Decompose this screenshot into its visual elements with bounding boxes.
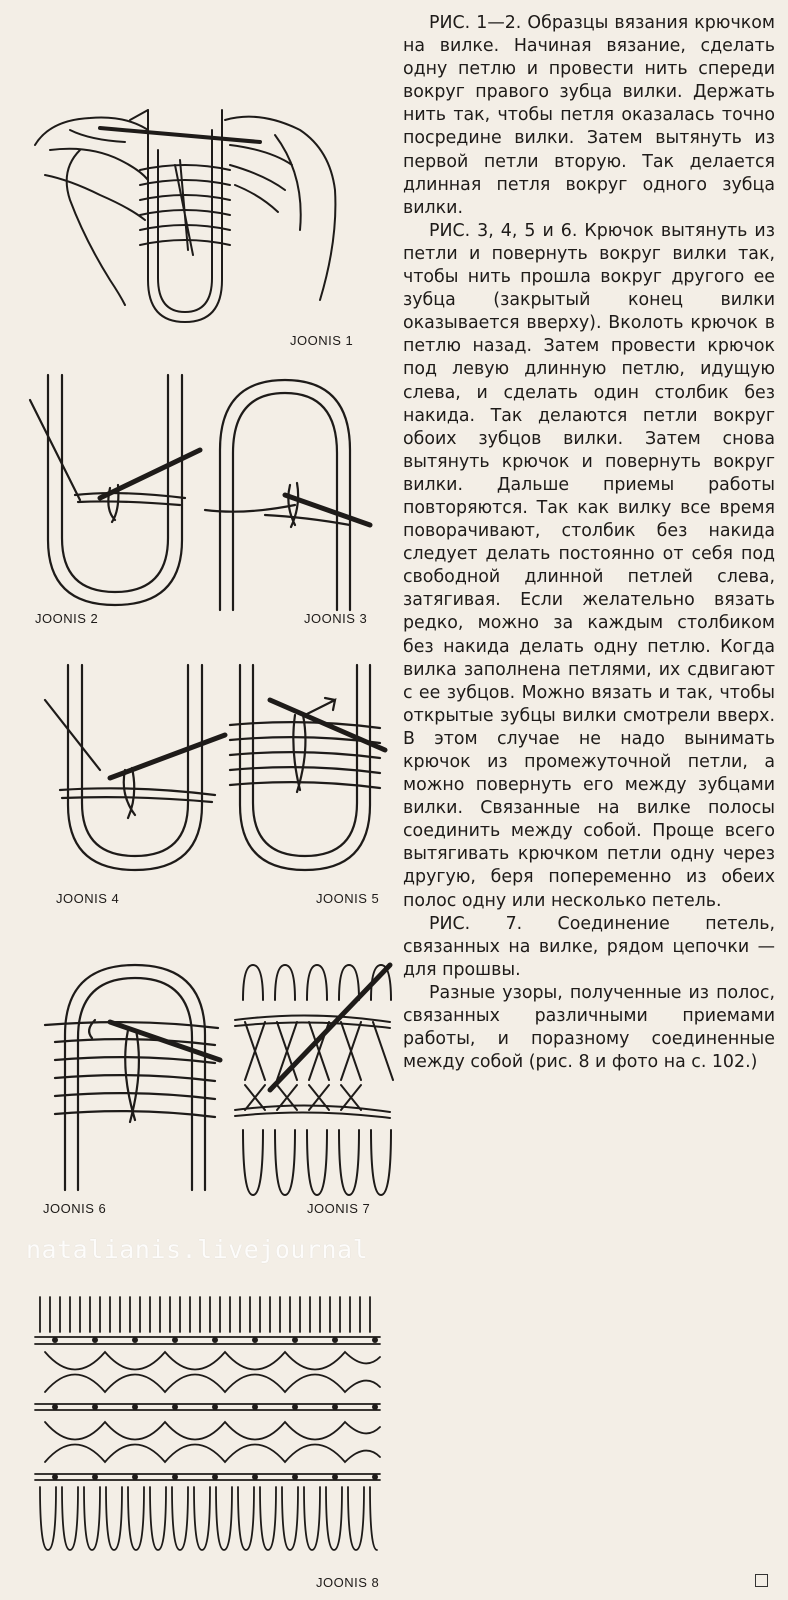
figure-7-joined-strips — [225, 960, 395, 1200]
figure-3-label: JOONIS 3 — [304, 611, 368, 626]
figure-2-label: JOONIS 2 — [35, 611, 99, 626]
figure-7-drawing — [225, 960, 395, 1200]
paragraph-fig-3-6: РИС. 3, 4, 5 и 6. Крючок вытянуть из петли и повернуть вокруг вилки так, чтобы нить прошла вокруг другого ее зубца (закрытый конец вилки оказывается вверху). Вколоть крючок в петлю назад. Затем провести крючок под левую длинную петлю, идущую слева, и сделать один столбик без накида. Так делаются петли вокруг обоих зубцов вилки. Затем снова вытянуть крючок и повернуть вокруг вилки. Дальше приемы работы повторяются. Так как вилку все время поворачивают, столбик без накида следует делать постоянно от себя под свободной длинной петлей слева, затягивая. Если желательно вязать редко, можно за каждым столбиком без накида делать одну петлю. Когда вилка заполнена петлями, их сдвигают с ее зубцов. Можно вязать и так, чтобы открытые зубцы вилки смотрели вверх. В этом случае не надо вынимать крючок из промежуточной петли, а можно повернуть его между зубцами вилки. Связанные на вилке полосы соединить между собой. Проще всего вытягивать крючком петли одну через другую, беря попеременно из обеих полос одну или несколько петель. — [403, 220, 775, 911]
figure-8-pattern-strip — [35, 1292, 385, 1557]
figure-5-label: JOONIS 5 — [316, 891, 380, 906]
figure-6-loops-progress — [40, 960, 230, 1190]
figure-4-drawing — [40, 660, 230, 885]
figure-1-drawing — [30, 90, 370, 330]
figure-4-first-stitch — [40, 660, 230, 885]
page-corner-square — [755, 1574, 768, 1587]
figure-1-label: JOONIS 1 — [290, 333, 354, 348]
figure-7-label: JOONIS 7 — [307, 1201, 371, 1216]
watermark-text: natalianis.livejournal — [26, 1235, 369, 1264]
figure-2-fork-start — [20, 370, 210, 620]
figure-8-label: JOONIS 8 — [316, 1575, 380, 1590]
figure-8-drawing — [35, 1292, 385, 1557]
figure-3-drawing — [205, 375, 385, 615]
paragraph-fig-1-2: РИС. 1—2. Образцы вязания крючком на вилке. Начиная вязание, сделать одну петлю и провести нить спереди вокруг правого зубца вилки. Держать нить так, чтобы петля оказалась точно посредине вилки. Затем вытянуть из первой петли вторую. Так делается длинная петля вокруг одного зубца вилки. — [403, 13, 775, 218]
figure-6-label: JOONIS 6 — [43, 1201, 107, 1216]
figure-5-drawing — [225, 660, 390, 885]
figure-3-fork-turned — [205, 375, 385, 615]
figure-6-drawing — [40, 960, 230, 1190]
figure-5-loops-on-fork — [225, 660, 390, 885]
instruction-text-column — [403, 12, 775, 1074]
figure-4-label: JOONIS 4 — [56, 891, 120, 906]
paragraph-fig-7: РИС. 7. Соединение петель, связанных на вилке, рядом цепочки — для прошвы. — [403, 913, 775, 980]
paragraph-fig-8: Разные узоры, полученные из полос, связанных различными приемами работы, и поразному соединенные между собой (рис. 8 и фото на с. 102.) — [403, 982, 775, 1073]
figure-2-drawing — [20, 370, 210, 620]
figure-1-hands-fork — [30, 90, 370, 330]
